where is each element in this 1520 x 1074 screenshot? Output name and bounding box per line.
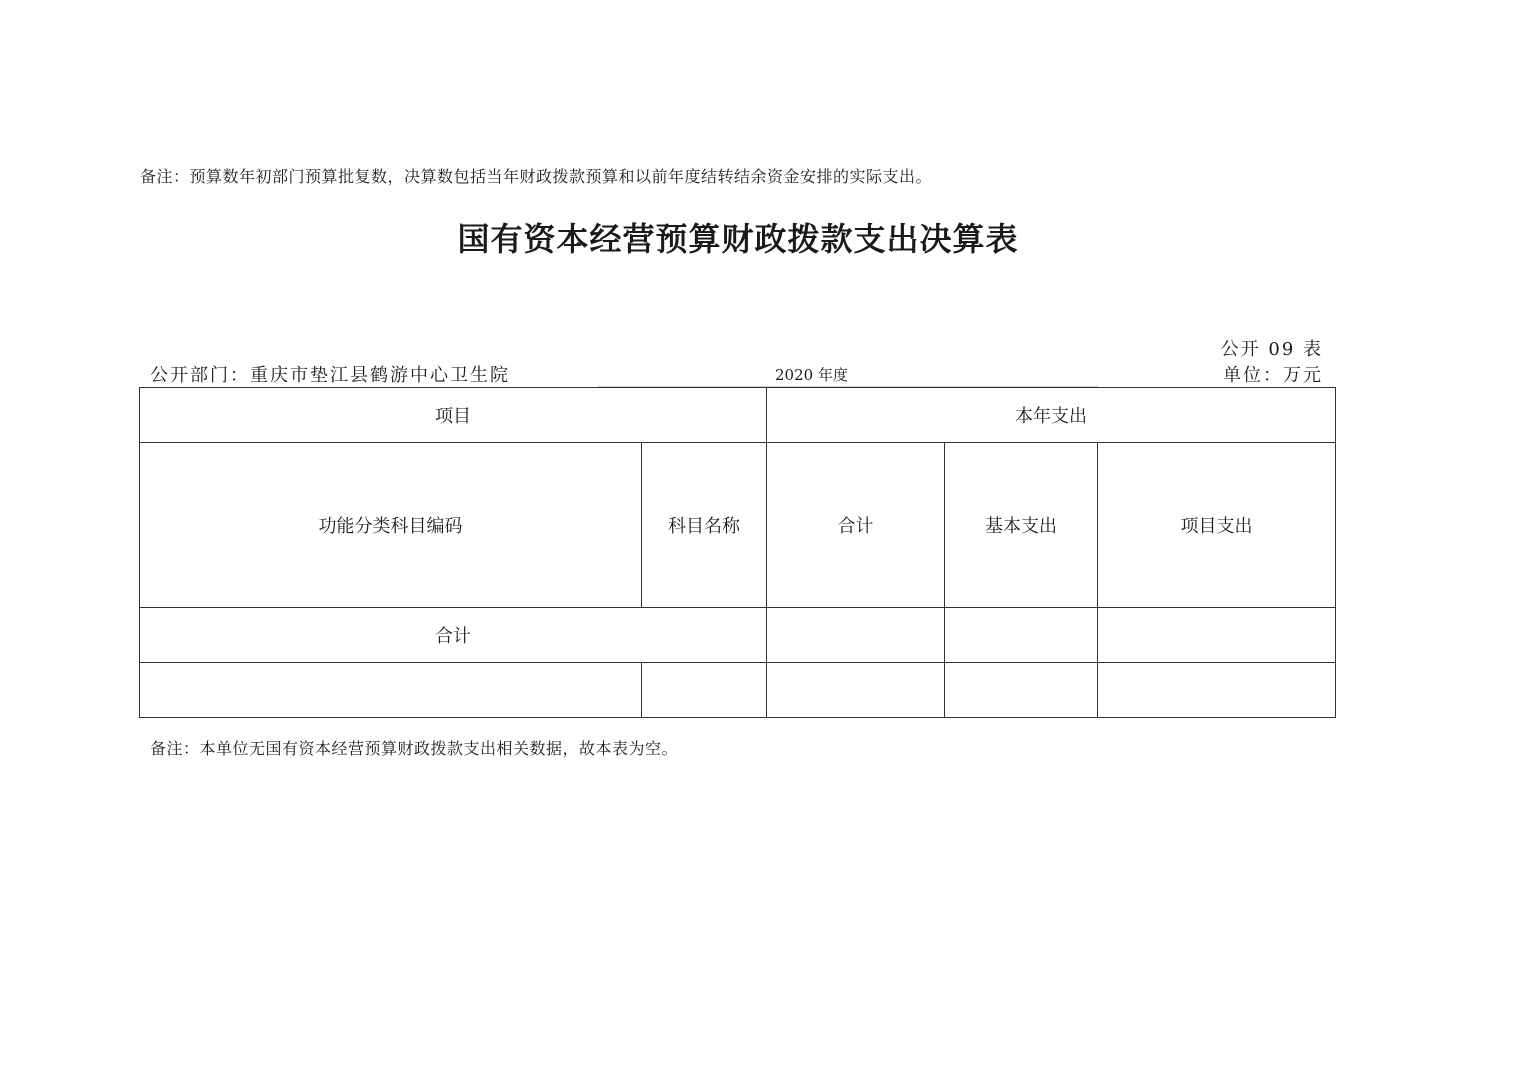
header-subject-name: 科目名称: [642, 443, 767, 608]
column-header-row: [140, 443, 1336, 608]
total-row-label: 合计: [140, 608, 767, 663]
top-note: 备注：预算数年初部门预算批复数，决算数包括当年财政拨款预算和以前年度结转结余资金安排的实际支出。: [140, 167, 933, 186]
header-project-expense: 项目支出: [1098, 443, 1336, 608]
table-row: [140, 663, 1336, 718]
unit-label: 单位：万元: [1223, 365, 1323, 386]
header-current-year-expense: 本年支出: [767, 388, 1336, 443]
bottom-note: 备注：本单位无国有资本经营预算财政拨款支出相关数据，故本表为空。: [150, 739, 679, 758]
total-row-project-expense: [1098, 608, 1336, 663]
row-project-expense: [1098, 663, 1336, 718]
total-row-basic-expense: [945, 608, 1098, 663]
row-function-code: [140, 663, 642, 718]
fiscal-year: 2020 年度: [775, 366, 848, 384]
group-header-row: [140, 388, 1336, 443]
header-item: 项目: [140, 388, 767, 443]
total-row-total: [767, 608, 945, 663]
department-label: 公开部门：重庆市垫江县鹤游中心卫生院: [150, 365, 510, 386]
header-total: 合计: [767, 443, 945, 608]
row-total: [767, 663, 945, 718]
row-subject-name: [642, 663, 767, 718]
header-function-code: 功能分类科目编码: [140, 443, 642, 608]
page-title: 国有资本经营预算财政拨款支出决算表: [457, 220, 1019, 258]
expense-table: [139, 387, 1336, 718]
total-row: [140, 608, 1336, 663]
form-number: 公开 09 表: [1220, 339, 1323, 360]
header-basic-expense: 基本支出: [945, 443, 1098, 608]
row-basic-expense: [945, 663, 1098, 718]
